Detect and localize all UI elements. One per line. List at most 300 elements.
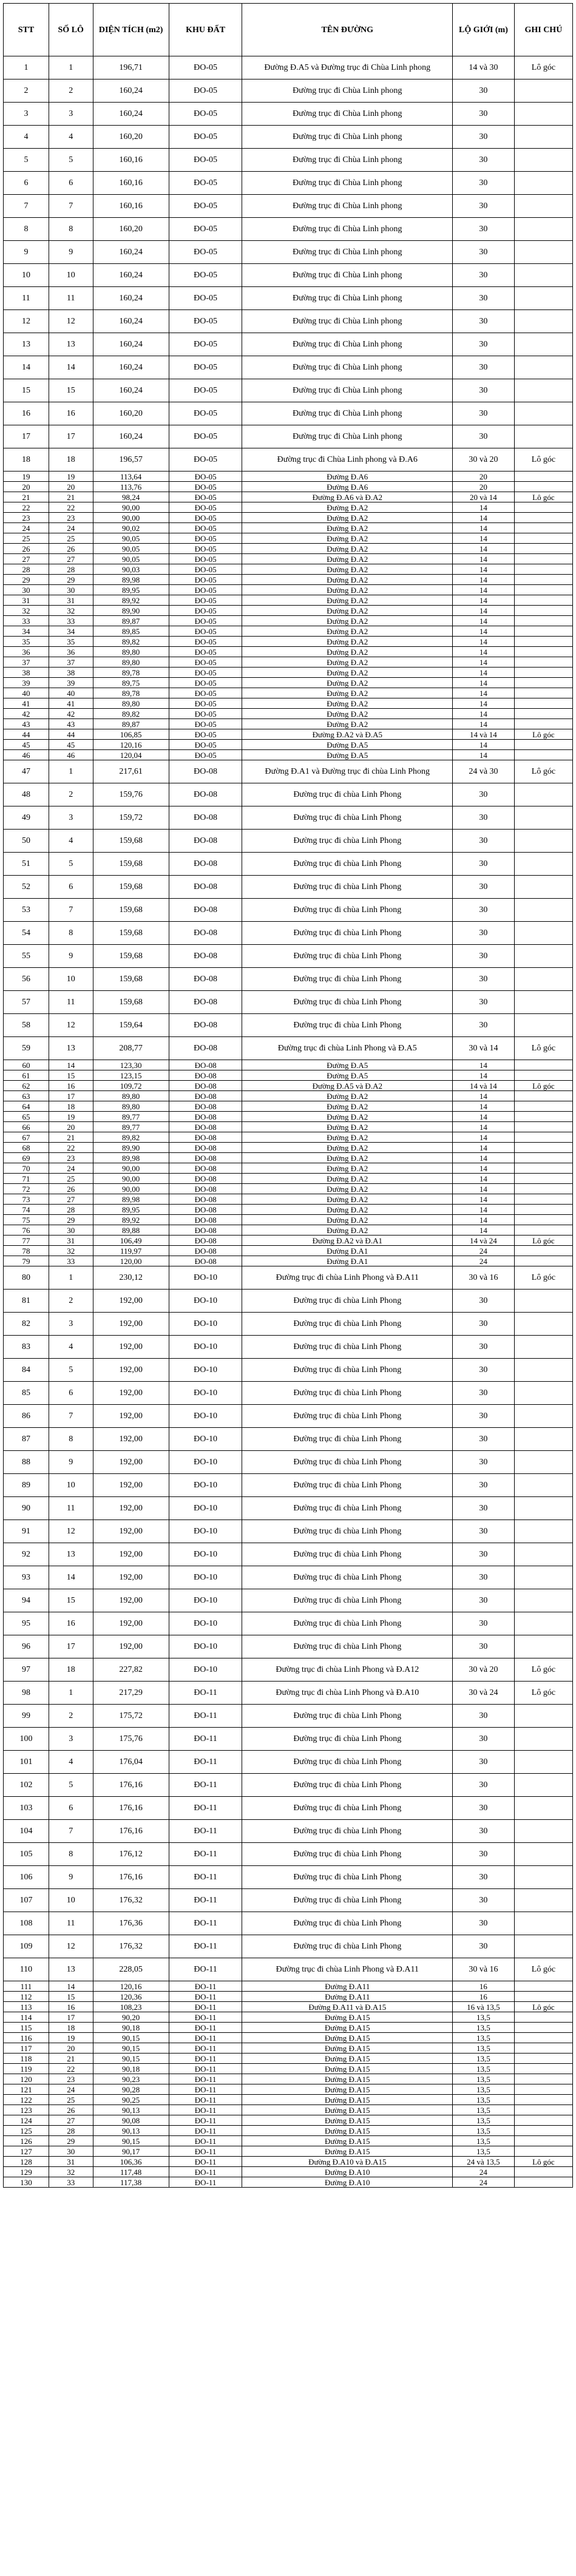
header-khu-dat: KHU ĐẤT [169,4,242,56]
cell-khu-dat: ĐO-05 [169,195,242,218]
cell-lo-gioi: 30 [453,1912,515,1935]
cell-so-lo: 10 [49,968,93,991]
cell-dien-tich: 90,15 [93,2033,169,2043]
table-row [4,1981,573,1992]
cell-stt: 38 [4,668,49,678]
cell-ghi-chu [514,853,572,876]
cell-dien-tich: 176,32 [93,1889,169,1912]
cell-lo-gioi: 13,5 [453,2136,515,2146]
cell-stt: 57 [4,991,49,1014]
cell-so-lo: 18 [49,2023,93,2033]
cell-ghi-chu [514,1359,572,1382]
cell-ghi-chu [514,1566,572,1589]
cell-ten-duong: Đường Đ.A15 [242,2146,453,2157]
cell-stt: 99 [4,1705,49,1728]
cell-ten-duong: Đường Đ.A11 và Đ.A15 [242,2002,453,2012]
cell-stt: 7 [4,195,49,218]
cell-ghi-chu [514,1497,572,1520]
cell-dien-tich: 176,04 [93,1751,169,1774]
cell-khu-dat: ĐO-11 [169,1912,242,1935]
cell-dien-tich: 217,61 [93,760,169,783]
cell-dien-tich: 160,20 [93,402,169,425]
cell-dien-tich: 90,00 [93,1163,169,1174]
cell-ten-duong: Đường Đ.A5 [242,740,453,750]
cell-dien-tich: 176,16 [93,1866,169,1889]
cell-so-lo: 28 [49,1205,93,1215]
cell-ten-duong: Đường Đ.A2 [242,595,453,606]
table-row [4,585,573,595]
cell-stt: 118 [4,2054,49,2064]
cell-stt: 113 [4,2002,49,2012]
cell-stt: 105 [4,1843,49,1866]
cell-dien-tich: 113,76 [93,482,169,492]
cell-dien-tich: 90,05 [93,554,169,564]
cell-so-lo: 9 [49,241,93,264]
cell-ghi-chu [514,2074,572,2084]
cell-so-lo: 31 [49,1236,93,1246]
cell-ten-duong: Đường Đ.A2 [242,1122,453,1132]
table-row [4,1428,573,1451]
cell-ghi-chu [514,968,572,991]
cell-khu-dat: ĐO-08 [169,1194,242,1205]
cell-ghi-chu [514,1992,572,2002]
cell-stt: 21 [4,492,49,502]
cell-stt: 52 [4,876,49,899]
cell-stt: 84 [4,1359,49,1382]
cell-ghi-chu [514,482,572,492]
cell-lo-gioi: 14 [453,709,515,719]
cell-lo-gioi: 30 [453,379,515,402]
table-row [4,1682,573,1705]
cell-ghi-chu [514,575,572,585]
cell-ghi-chu [514,1705,572,1728]
cell-so-lo: 2 [49,1290,93,1313]
cell-ten-duong: Đường Đ.A2 [242,668,453,678]
cell-ten-duong: Đường trục đi chùa Linh Phong [242,945,453,968]
cell-ten-duong: Đường trục đi chùa Linh Phong [242,1497,453,1520]
cell-dien-tich: 90,13 [93,2126,169,2136]
table-row [4,899,573,922]
cell-khu-dat: ĐO-05 [169,502,242,513]
cell-stt: 128 [4,2157,49,2167]
cell-stt: 45 [4,740,49,750]
cell-dien-tich: 89,82 [93,1132,169,1143]
cell-stt: 109 [4,1935,49,1958]
cell-khu-dat: ĐO-11 [169,1992,242,2002]
table-row [4,1336,573,1359]
table-row [4,2136,573,2146]
cell-stt: 4 [4,126,49,149]
table-row [4,1382,573,1405]
cell-so-lo: 27 [49,2115,93,2126]
table-row [4,1751,573,1774]
cell-ghi-chu [514,564,572,575]
cell-dien-tich: 227,82 [93,1658,169,1682]
cell-so-lo: 12 [49,1935,93,1958]
cell-so-lo: 11 [49,1497,93,1520]
cell-ghi-chu [514,750,572,760]
cell-stt: 28 [4,564,49,575]
cell-dien-tich: 159,68 [93,899,169,922]
cell-ten-duong: Đường Đ.A2 [242,554,453,564]
cell-khu-dat: ĐO-08 [169,1132,242,1143]
table-row [4,688,573,698]
cell-dien-tich: 90,08 [93,2115,169,2126]
cell-khu-dat: ĐO-08 [169,1236,242,1246]
cell-stt: 130 [4,2177,49,2188]
cell-lo-gioi: 30 [453,1359,515,1382]
table-row [4,1122,573,1132]
cell-lo-gioi: 30 [453,402,515,425]
cell-so-lo: 15 [49,1070,93,1081]
cell-lo-gioi: 30 [453,1889,515,1912]
cell-stt: 12 [4,310,49,333]
cell-dien-tich: 196,57 [93,448,169,472]
cell-ten-duong: Đường trục đi chùa Linh Phong [242,783,453,806]
cell-so-lo: 13 [49,333,93,356]
cell-stt: 95 [4,1612,49,1635]
cell-lo-gioi: 30 [453,264,515,287]
cell-ten-duong: Đường trục đi Chùa Linh phong [242,172,453,195]
cell-so-lo: 2 [49,79,93,103]
cell-ghi-chu: Lô góc [514,1266,572,1290]
cell-so-lo: 7 [49,195,93,218]
cell-ghi-chu [514,647,572,657]
cell-lo-gioi: 13,5 [453,2023,515,2033]
table-row [4,1635,573,1658]
table-row [4,1497,573,1520]
table-row [4,1215,573,1225]
cell-khu-dat: ĐO-08 [169,1153,242,1163]
cell-dien-tich: 123,15 [93,1070,169,1081]
cell-ten-duong: Đường Đ.A5 [242,1060,453,1070]
cell-dien-tich: 160,16 [93,195,169,218]
cell-ghi-chu [514,472,572,482]
cell-stt: 1 [4,56,49,79]
cell-stt: 111 [4,1981,49,1992]
cell-dien-tich: 89,80 [93,1101,169,1112]
cell-so-lo: 15 [49,379,93,402]
cell-stt: 112 [4,1992,49,2002]
cell-ten-duong: Đường Đ.A2 [242,533,453,544]
cell-khu-dat: ĐO-05 [169,533,242,544]
cell-stt: 65 [4,1112,49,1122]
cell-ghi-chu [514,1451,572,1474]
cell-so-lo: 28 [49,2126,93,2136]
cell-dien-tich: 120,04 [93,750,169,760]
cell-ten-duong: Đường Đ.A2 [242,616,453,626]
table-row [4,1184,573,1194]
table-row [4,1101,573,1112]
cell-dien-tich: 176,32 [93,1935,169,1958]
cell-lo-gioi: 14 [453,647,515,657]
cell-stt: 36 [4,647,49,657]
cell-dien-tich: 89,95 [93,1205,169,1215]
cell-lo-gioi: 30 [453,126,515,149]
cell-ten-duong: Đường trục đi chùa Linh Phong [242,1912,453,1935]
table-row [4,1705,573,1728]
table-row [4,1091,573,1101]
cell-lo-gioi: 14 [453,668,515,678]
cell-stt: 42 [4,709,49,719]
table-row [4,264,573,287]
cell-ghi-chu: Lô góc [514,1081,572,1091]
cell-so-lo: 36 [49,647,93,657]
cell-lo-gioi: 14 [453,544,515,554]
cell-lo-gioi: 13,5 [453,2043,515,2054]
cell-stt: 117 [4,2043,49,2054]
cell-so-lo: 21 [49,1132,93,1143]
cell-stt: 114 [4,2012,49,2023]
cell-so-lo: 12 [49,1520,93,1543]
cell-dien-tich: 176,16 [93,1797,169,1820]
cell-lo-gioi: 14 [453,1112,515,1122]
cell-khu-dat: ĐO-11 [169,2074,242,2084]
cell-khu-dat: ĐO-10 [169,1290,242,1313]
cell-ten-duong: Đường Đ.A2 [242,1101,453,1112]
cell-khu-dat: ĐO-05 [169,103,242,126]
cell-khu-dat: ĐO-05 [169,149,242,172]
cell-dien-tich: 90,00 [93,1174,169,1184]
cell-stt: 43 [4,719,49,729]
cell-lo-gioi: 14 [453,575,515,585]
cell-ten-duong: Đường Đ.A5 [242,750,453,760]
cell-khu-dat: ĐO-11 [169,1797,242,1820]
cell-dien-tich: 90,00 [93,502,169,513]
cell-dien-tich: 160,24 [93,79,169,103]
cell-ten-duong: Đường Đ.A2 [242,1091,453,1101]
cell-ten-duong: Đường trục đi chùa Linh Phong [242,830,453,853]
cell-lo-gioi: 24 và 13,5 [453,2157,515,2167]
cell-lo-gioi: 30 [453,1935,515,1958]
cell-so-lo: 11 [49,991,93,1014]
cell-so-lo: 39 [49,678,93,688]
cell-khu-dat: ĐO-05 [169,637,242,647]
cell-ghi-chu [514,698,572,709]
cell-stt: 92 [4,1543,49,1566]
cell-ghi-chu: Lô góc [514,56,572,79]
cell-so-lo: 19 [49,472,93,482]
cell-stt: 33 [4,616,49,626]
cell-dien-tich: 192,00 [93,1405,169,1428]
cell-stt: 106 [4,1866,49,1889]
table-row [4,195,573,218]
cell-lo-gioi: 30 [453,1728,515,1751]
cell-ten-duong: Đường trục đi chùa Linh Phong [242,1428,453,1451]
cell-stt: 100 [4,1728,49,1751]
cell-stt: 51 [4,853,49,876]
cell-lo-gioi: 30 [453,1290,515,1313]
cell-so-lo: 12 [49,310,93,333]
cell-dien-tich: 90,15 [93,2136,169,2146]
table-row [4,1543,573,1566]
cell-ten-duong: Đường Đ.A2 [242,688,453,698]
cell-dien-tich: 208,77 [93,1037,169,1060]
table-row [4,709,573,719]
cell-khu-dat: ĐO-10 [169,1313,242,1336]
cell-lo-gioi: 14 [453,1070,515,1081]
cell-so-lo: 22 [49,2064,93,2074]
cell-dien-tich: 160,16 [93,149,169,172]
cell-ghi-chu [514,1728,572,1751]
cell-ten-duong: Đường Đ.A2 [242,1132,453,1143]
cell-ghi-chu: Lô góc [514,2157,572,2167]
table-row [4,637,573,647]
cell-ghi-chu [514,1520,572,1543]
cell-stt: 94 [4,1589,49,1612]
cell-so-lo: 2 [49,783,93,806]
cell-dien-tich: 89,98 [93,575,169,585]
cell-so-lo: 24 [49,2084,93,2095]
cell-khu-dat: ĐO-08 [169,968,242,991]
cell-stt: 58 [4,1014,49,1037]
cell-so-lo: 30 [49,2146,93,2157]
table-row [4,1520,573,1543]
cell-ghi-chu [514,1336,572,1359]
cell-lo-gioi: 14 [453,1163,515,1174]
cell-ghi-chu [514,2012,572,2023]
cell-lo-gioi: 14 [453,1091,515,1101]
cell-so-lo: 10 [49,264,93,287]
cell-lo-gioi: 30 và 16 [453,1266,515,1290]
cell-dien-tich: 192,00 [93,1497,169,1520]
cell-ghi-chu [514,1612,572,1635]
cell-ten-duong: Đường trục đi Chùa Linh phong [242,333,453,356]
cell-ten-duong: Đường trục đi chùa Linh Phong [242,1728,453,1751]
cell-khu-dat: ĐO-11 [169,2157,242,2167]
cell-lo-gioi: 14 và 24 [453,1236,515,1246]
cell-stt: 39 [4,678,49,688]
cell-ghi-chu: Lô góc [514,1682,572,1705]
cell-ten-duong: Đường Đ.A15 [242,2084,453,2095]
cell-so-lo: 16 [49,402,93,425]
cell-stt: 116 [4,2033,49,2043]
cell-lo-gioi: 30 [453,830,515,853]
cell-khu-dat: ĐO-11 [169,1728,242,1751]
cell-ghi-chu [514,79,572,103]
cell-khu-dat: ĐO-08 [169,853,242,876]
cell-dien-tich: 176,36 [93,1912,169,1935]
cell-stt: 78 [4,1246,49,1256]
header-ghi-chu: GHI CHÚ [514,4,572,56]
cell-lo-gioi: 30 [453,1451,515,1474]
cell-so-lo: 10 [49,1889,93,1912]
cell-so-lo: 31 [49,595,93,606]
cell-so-lo: 31 [49,2157,93,2167]
cell-khu-dat: ĐO-05 [169,172,242,195]
cell-ten-duong: Đường trục đi Chùa Linh phong [242,79,453,103]
cell-ghi-chu [514,333,572,356]
table-row [4,2054,573,2064]
cell-so-lo: 15 [49,1589,93,1612]
table-row [4,678,573,688]
table-row [4,2033,573,2043]
cell-ten-duong: Đường Đ.A15 [242,2043,453,2054]
table-row [4,126,573,149]
cell-lo-gioi: 30 và 14 [453,1037,515,1060]
cell-khu-dat: ĐO-05 [169,626,242,637]
table-row [4,2002,573,2012]
cell-ten-duong: Đường trục đi Chùa Linh phong [242,425,453,448]
cell-ghi-chu [514,218,572,241]
cell-ten-duong: Đường trục đi chùa Linh Phong [242,1290,453,1313]
cell-so-lo: 25 [49,533,93,544]
cell-ten-duong: Đường trục đi Chùa Linh phong [242,264,453,287]
cell-stt: 17 [4,425,49,448]
cell-stt: 8 [4,218,49,241]
cell-dien-tich: 176,16 [93,1774,169,1797]
cell-ghi-chu [514,1912,572,1935]
cell-ten-duong: Đường trục đi chùa Linh Phong [242,1520,453,1543]
cell-so-lo: 19 [49,2033,93,2043]
cell-lo-gioi: 30 [453,425,515,448]
cell-dien-tich: 90,03 [93,564,169,575]
cell-lo-gioi: 14 và 14 [453,729,515,740]
cell-khu-dat: ĐO-11 [169,2167,242,2177]
table-row [4,1658,573,1682]
cell-stt: 64 [4,1101,49,1112]
table-row [4,1866,573,1889]
cell-lo-gioi: 30 [453,195,515,218]
cell-ghi-chu [514,991,572,1014]
table-row [4,1070,573,1081]
cell-ghi-chu [514,1843,572,1866]
cell-lo-gioi: 30 [453,1705,515,1728]
cell-lo-gioi: 14 [453,1184,515,1194]
cell-ghi-chu [514,502,572,513]
cell-ghi-chu [514,1132,572,1143]
cell-dien-tich: 89,82 [93,637,169,647]
table-row [4,626,573,637]
table-row [4,750,573,760]
cell-dien-tich: 89,85 [93,626,169,637]
cell-so-lo: 28 [49,564,93,575]
cell-ghi-chu [514,2115,572,2126]
cell-dien-tich: 217,29 [93,1682,169,1705]
cell-lo-gioi: 14 [453,626,515,637]
cell-stt: 61 [4,1070,49,1081]
cell-khu-dat: ĐO-10 [169,1497,242,1520]
cell-ten-duong: Đường Đ.A2 [242,606,453,616]
cell-ghi-chu [514,356,572,379]
cell-ghi-chu [514,310,572,333]
table-row [4,1405,573,1428]
cell-stt: 41 [4,698,49,709]
table-row [4,1132,573,1143]
cell-stt: 55 [4,945,49,968]
cell-khu-dat: ĐO-08 [169,1246,242,1256]
cell-ghi-chu: Lô góc [514,492,572,502]
cell-dien-tich: 90,18 [93,2064,169,2074]
table-row [4,830,573,853]
table-row [4,544,573,554]
cell-dien-tich: 120,16 [93,1981,169,1992]
cell-so-lo: 29 [49,1215,93,1225]
cell-dien-tich: 160,24 [93,310,169,333]
cell-dien-tich: 159,68 [93,968,169,991]
cell-so-lo: 42 [49,709,93,719]
cell-lo-gioi: 24 [453,1246,515,1256]
cell-lo-gioi: 30 [453,968,515,991]
cell-lo-gioi: 30 [453,218,515,241]
cell-ten-duong: Đường Đ.A15 [242,2136,453,2146]
cell-ten-duong: Đường Đ.A2 [242,1215,453,1225]
cell-dien-tich: 90,05 [93,544,169,554]
cell-so-lo: 46 [49,750,93,760]
cell-so-lo: 7 [49,1405,93,1428]
cell-ten-duong: Đường Đ.A2 [242,1163,453,1174]
cell-lo-gioi: 14 [453,1153,515,1163]
